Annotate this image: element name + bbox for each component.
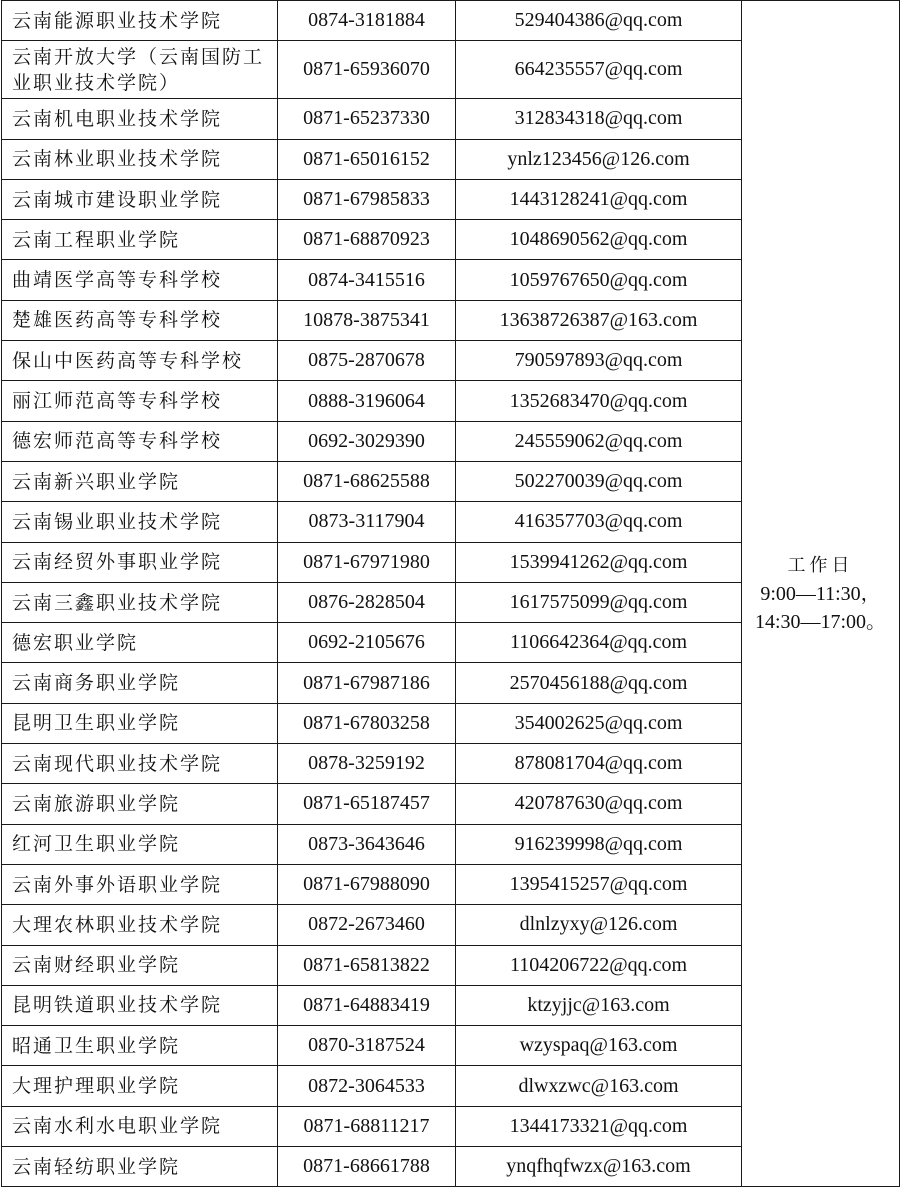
email-cell: 1048690562@qq.com [456, 220, 742, 260]
email-cell: 1539941262@qq.com [456, 542, 742, 582]
phone-cell: 0871-68870923 [278, 220, 456, 260]
school-name-cell: 云南锡业职业技术学院 [2, 502, 278, 542]
school-name-cell: 云南开放大学（云南国防工业职业技术学院） [2, 41, 278, 99]
email-cell: 1344173321@qq.com [456, 1106, 742, 1146]
school-name-cell: 大理农林职业技术学院 [2, 905, 278, 945]
email-cell: ynlz123456@126.com [456, 139, 742, 179]
phone-cell: 0871-68625588 [278, 461, 456, 501]
email-cell: 878081704@qq.com [456, 744, 742, 784]
phone-cell: 0875-2870678 [278, 341, 456, 381]
phone-cell: 0871-67803258 [278, 703, 456, 743]
school-name-cell: 云南财经职业学院 [2, 945, 278, 985]
phone-cell: 0871-67987186 [278, 663, 456, 703]
phone-cell: 0871-65936070 [278, 41, 456, 99]
school-name-cell: 德宏职业学院 [2, 623, 278, 663]
email-cell: 420787630@qq.com [456, 784, 742, 824]
phone-cell: 0878-3259192 [278, 744, 456, 784]
phone-cell: 0871-67988090 [278, 864, 456, 904]
school-name-cell: 昭通卫生职业学院 [2, 1026, 278, 1066]
phone-cell: 0873-3117904 [278, 502, 456, 542]
school-name-cell: 云南林业职业技术学院 [2, 139, 278, 179]
school-name-cell: 云南三鑫职业技术学院 [2, 582, 278, 622]
phone-cell: 0871-65237330 [278, 99, 456, 139]
office-hours-cell [742, 1, 900, 1187]
email-cell: 1059767650@qq.com [456, 260, 742, 300]
school-name-cell: 云南外事外语职业学院 [2, 864, 278, 904]
phone-cell: 10878-3875341 [278, 300, 456, 340]
phone-cell: 0871-67985833 [278, 179, 456, 219]
email-cell: 2570456188@qq.com [456, 663, 742, 703]
email-cell: dlwxzwc@163.com [456, 1066, 742, 1106]
school-name-cell: 曲靖医学高等专科学校 [2, 260, 278, 300]
phone-cell: 0871-68811217 [278, 1106, 456, 1146]
contact-table-body [2, 1, 900, 1187]
phone-cell: 0871-65187457 [278, 784, 456, 824]
phone-cell: 0888-3196064 [278, 381, 456, 421]
school-name-cell: 红河卫生职业学院 [2, 824, 278, 864]
school-name-cell: 云南水利水电职业学院 [2, 1106, 278, 1146]
school-name-cell: 保山中医药高等专科学校 [2, 341, 278, 381]
email-cell: 1443128241@qq.com [456, 179, 742, 219]
phone-cell: 0871-68661788 [278, 1147, 456, 1187]
school-name-cell: 云南经贸外事职业学院 [2, 542, 278, 582]
school-name-cell: 云南轻纺职业学院 [2, 1147, 278, 1187]
email-cell: 664235557@qq.com [456, 41, 742, 99]
email-cell: 1352683470@qq.com [456, 381, 742, 421]
school-name-cell: 云南商务职业学院 [2, 663, 278, 703]
school-name-cell: 楚雄医药高等专科学校 [2, 300, 278, 340]
school-name-cell: 德宏师范高等专科学校 [2, 421, 278, 461]
school-name-cell: 云南能源职业技术学院 [2, 1, 278, 41]
office-hours-label: 工作日 [787, 554, 854, 576]
school-name-cell: 丽江师范高等专科学校 [2, 381, 278, 421]
phone-cell: 0874-3415516 [278, 260, 456, 300]
office-hours-afternoon: 14:30—17:00。 [754, 610, 887, 633]
email-cell: 245559062@qq.com [456, 421, 742, 461]
email-cell: ktzyjjc@163.com [456, 985, 742, 1025]
email-cell: 416357703@qq.com [456, 502, 742, 542]
email-cell: 1395415257@qq.com [456, 864, 742, 904]
phone-cell: 0692-3029390 [278, 421, 456, 461]
email-cell: 354002625@qq.com [456, 703, 742, 743]
email-cell: 502270039@qq.com [456, 461, 742, 501]
phone-cell: 0874-3181884 [278, 1, 456, 41]
email-cell: 1106642364@qq.com [456, 623, 742, 663]
phone-cell: 0872-3064533 [278, 1066, 456, 1106]
email-cell: 790597893@qq.com [456, 341, 742, 381]
phone-cell: 0871-64883419 [278, 985, 456, 1025]
school-name-cell: 云南工程职业学院 [2, 220, 278, 260]
phone-cell: 0871-65016152 [278, 139, 456, 179]
school-name-cell: 云南现代职业技术学院 [2, 744, 278, 784]
school-name-cell: 昆明铁道职业技术学院 [2, 985, 278, 1025]
email-cell: 13638726387@163.com [456, 300, 742, 340]
phone-cell: 0870-3187524 [278, 1026, 456, 1066]
phone-cell: 0871-65813822 [278, 945, 456, 985]
school-name-cell: 云南旅游职业学院 [2, 784, 278, 824]
table-row [2, 1, 900, 41]
email-cell: 312834318@qq.com [456, 99, 742, 139]
email-cell: dlnlzyxy@126.com [456, 905, 742, 945]
email-cell: 1617575099@qq.com [456, 582, 742, 622]
school-name-cell: 昆明卫生职业学院 [2, 703, 278, 743]
phone-cell: 0872-2673460 [278, 905, 456, 945]
school-name-cell: 大理护理职业学院 [2, 1066, 278, 1106]
school-name-cell: 云南新兴职业学院 [2, 461, 278, 501]
school-name-cell: 云南城市建设职业学院 [2, 179, 278, 219]
phone-cell: 0871-67971980 [278, 542, 456, 582]
email-cell: 1104206722@qq.com [456, 945, 742, 985]
phone-cell: 0876-2828504 [278, 582, 456, 622]
school-name-cell: 云南机电职业技术学院 [2, 99, 278, 139]
email-cell: ynqfhqfwzx@163.com [456, 1147, 742, 1187]
email-cell: wzyspaq@163.com [456, 1026, 742, 1066]
email-cell: 529404386@qq.com [456, 1, 742, 41]
email-cell: 916239998@qq.com [456, 824, 742, 864]
office-hours-morning: 9:00—11:30， [760, 582, 881, 605]
phone-cell: 0873-3643646 [278, 824, 456, 864]
phone-cell: 0692-2105676 [278, 623, 456, 663]
contact-table [1, 0, 900, 1187]
